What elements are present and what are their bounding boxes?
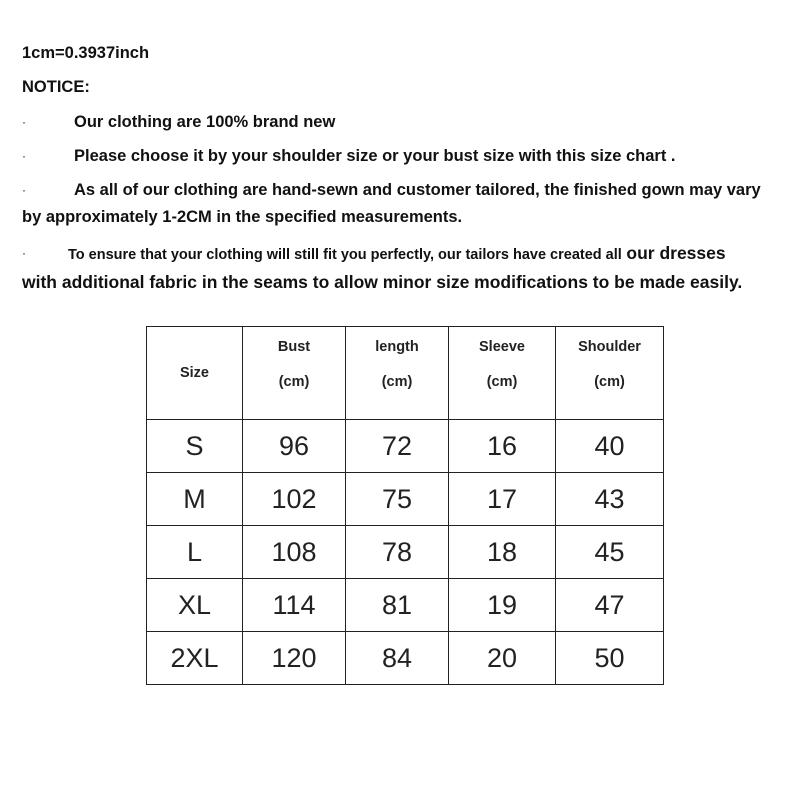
bullet-dot: · — [22, 246, 26, 260]
column-header-shoulder — [556, 327, 664, 420]
table-cell-size: M — [147, 473, 243, 526]
bullet-text-small: To ensure that your clothing will still fit you perfectly, our tailors have created all — [68, 247, 622, 263]
column-header-unit: (cm) — [278, 374, 310, 390]
table-cell-length: 72 — [346, 420, 449, 473]
table-cell-bust: 114 — [243, 579, 346, 632]
table-cell-bust: 120 — [243, 632, 346, 685]
table-cell-bust: 102 — [243, 473, 346, 526]
column-header-sleeve — [449, 327, 556, 420]
notice-bullet — [22, 240, 762, 297]
column-header-label: Size — [179, 365, 209, 381]
column-header-label: Bust — [277, 339, 311, 355]
notice-bullet — [22, 177, 762, 231]
bullet-text: Our clothing are 100% brand new — [74, 113, 336, 131]
table-cell-size: L — [147, 526, 243, 579]
table-cell-shoulder: 47 — [556, 579, 664, 632]
column-header-size — [147, 327, 243, 420]
table-cell-size: XL — [147, 579, 243, 632]
size-chart-table — [146, 326, 664, 685]
column-header-label: length — [375, 339, 419, 355]
bullet-dot: · — [22, 115, 26, 129]
table-cell-size: S — [147, 420, 243, 473]
bullet-dot: · — [22, 183, 26, 197]
column-header-unit: (cm) — [381, 374, 413, 390]
conversion-note: 1cm=0.3937inch — [22, 44, 150, 62]
table-row — [147, 632, 664, 685]
table-row — [147, 473, 664, 526]
table-cell-bust: 96 — [243, 420, 346, 473]
table-cell-length: 84 — [346, 632, 449, 685]
table-cell-sleeve: 16 — [449, 420, 556, 473]
table-cell-bust: 108 — [243, 526, 346, 579]
table-header-row — [147, 327, 664, 420]
column-header-unit: (cm) — [594, 374, 625, 390]
table-cell-length: 78 — [346, 526, 449, 579]
table-cell-length: 75 — [346, 473, 449, 526]
table-cell-shoulder: 45 — [556, 526, 664, 579]
table-cell-size: 2XL — [147, 632, 243, 685]
column-header-length — [346, 327, 449, 420]
table-cell-shoulder: 50 — [556, 632, 664, 685]
table-cell-shoulder: 43 — [556, 473, 664, 526]
table-row — [147, 579, 664, 632]
table-cell-shoulder: 40 — [556, 420, 664, 473]
table-cell-sleeve: 19 — [449, 579, 556, 632]
table-row — [147, 420, 664, 473]
notice-heading: NOTICE: — [22, 78, 90, 96]
table-cell-sleeve: 20 — [449, 632, 556, 685]
bullet-text: Please choose it by your shoulder size or your bust size with this size chart . — [74, 147, 676, 165]
table-cell-sleeve: 18 — [449, 526, 556, 579]
notice-bullet — [22, 109, 762, 136]
table-cell-length: 81 — [346, 579, 449, 632]
table-row — [147, 526, 664, 579]
bullet-text: our dresses with additional fabric in the seams to allow minor size modifications to be made easily. — [22, 243, 743, 292]
column-header-unit: (cm) — [486, 374, 518, 390]
column-header-label: Sleeve — [479, 339, 525, 355]
column-header-bust — [243, 327, 346, 420]
bullet-text: As all of our clothing are hand-sewn and customer tailored, the finished gown may vary by approximately 1-2CM in the specified measurements. — [22, 181, 761, 226]
notice-bullet — [22, 143, 762, 170]
column-header-label: Shoulder — [578, 339, 641, 355]
bullet-dot: · — [22, 149, 26, 163]
table-cell-sleeve: 17 — [449, 473, 556, 526]
